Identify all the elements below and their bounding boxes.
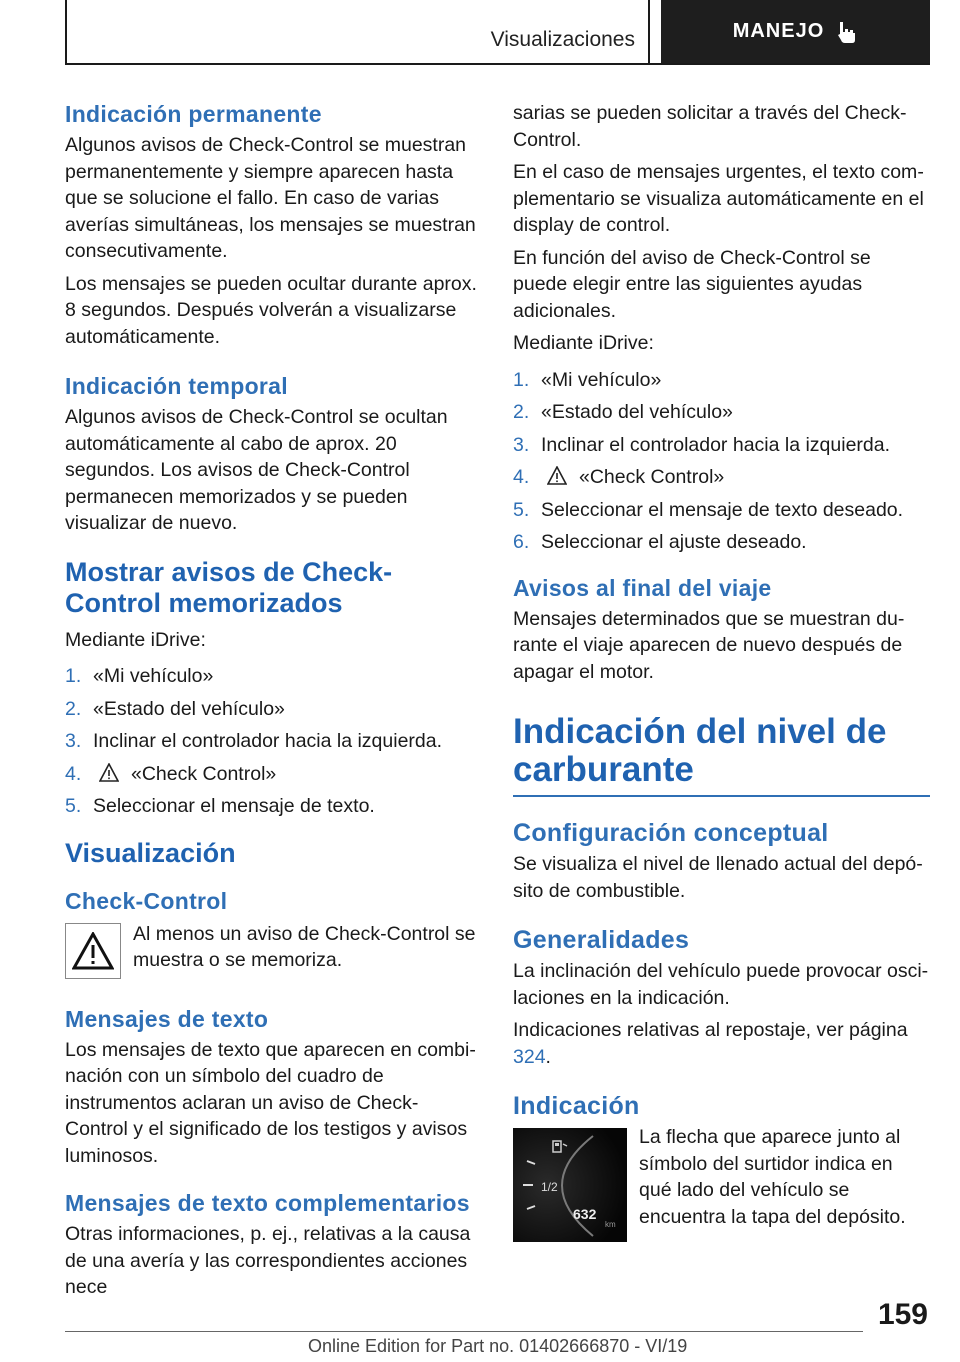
step-text: Inclinar el controlador hacia la izquierda. xyxy=(93,730,443,752)
step-number: 4. xyxy=(513,466,530,488)
header-left-tick xyxy=(65,0,67,65)
heading-visualization: Visualización xyxy=(65,837,236,868)
paragraph-idrive: Mediante iDrive: xyxy=(65,628,206,651)
heading-show-stored: Mostrar avisos de Check-Control memorizados xyxy=(65,556,393,618)
heading-general: Generalidades xyxy=(513,926,690,954)
step-text: «Estado del vehículo» xyxy=(93,697,285,720)
steps-list-right xyxy=(513,367,930,556)
gauge-range-value: 632 xyxy=(573,1206,597,1222)
step-number: 6. xyxy=(513,531,530,553)
paragraph-concept: Se visualiza el nivel de llenado actual del depósito de combustible. xyxy=(513,853,923,902)
paragraph-text: . xyxy=(545,1045,551,1068)
step-number: 2. xyxy=(513,401,530,423)
paragraph-temporal: Algunos avisos de Check-Control se ocultan automáticamente al cabo de aprox. 20 segundos. Los avisos de Check-Control permanecen memorizados y se pueden visualizar de nuevo. xyxy=(65,406,448,534)
warning-triangle-icon xyxy=(99,763,119,783)
footer-rule xyxy=(65,1331,863,1332)
list-item xyxy=(65,696,480,723)
paragraph-general-1: La inclinación del vehículo puede provocar oscilaciones en la indicación. xyxy=(513,960,929,1009)
paragraph-indication: La flecha que aparece junto al símbolo del surtidor indica en qué lado del vehículo se encuentra la tapa del depósito. xyxy=(639,1126,906,1228)
page-number: 159 xyxy=(877,1298,928,1331)
gauge-range-unit: km xyxy=(605,1220,616,1229)
list-item xyxy=(65,728,480,755)
paragraph-continued: sarias se pueden solicitar a través del Check-Control. xyxy=(513,102,907,151)
list-item xyxy=(65,663,480,690)
heading-concept: Configuración conceptual xyxy=(513,819,829,847)
step-number: 1. xyxy=(513,368,530,391)
heading-text-messages: Mensajes de texto xyxy=(65,1005,269,1032)
paragraph-end-of-trip: Mensajes determinados que se muestran durante el viaje aparecen de nuevo después de apagar el motor. xyxy=(513,607,905,683)
step-text: «Check Control» xyxy=(131,762,277,785)
heading-temporal: Indicación temporal xyxy=(65,373,288,399)
heading-complementary: Mensajes de texto complementarios xyxy=(65,1190,470,1216)
list-item xyxy=(513,367,930,394)
paragraph-text: Indicaciones relativas al repostaje, ver página xyxy=(513,1019,908,1041)
step-number: 3. xyxy=(65,730,82,752)
gauge-half-label: 1/2 xyxy=(541,1180,558,1194)
right-column xyxy=(513,100,930,1250)
paragraph-text-messages: Los mensajes de texto que aparecen en combinación con un símbolo del cuadro de instrumentos aclaran un aviso de Check-Control y el significado de los testigos y avisos luminosos. xyxy=(65,1038,476,1167)
heading-indication: Indicación xyxy=(513,1092,640,1120)
step-text: Inclinar el controlador hacia la izquierda. xyxy=(541,433,891,456)
step-text: «Mi vehículo» xyxy=(93,665,214,687)
page-reference-link[interactable]: 324 xyxy=(513,1045,546,1068)
list-item xyxy=(513,497,930,524)
heading-end-of-trip: Avisos al final del viaje xyxy=(513,574,772,601)
chapter-tab[interactable] xyxy=(661,0,930,63)
chapter-title: MANEJO xyxy=(732,20,825,42)
step-text: Seleccionar el ajuste deseado. xyxy=(541,531,807,553)
list-item xyxy=(65,761,480,788)
warning-triangle-icon xyxy=(547,466,567,486)
footer-edition: Online Edition for Part no. 01402666870 - VI/19 xyxy=(308,1336,688,1356)
paragraph-general-2 xyxy=(513,1017,930,1070)
step-number: 4. xyxy=(65,762,82,785)
paragraph-check-control: Al menos un aviso de Check-Control se muestra o se memoriza. xyxy=(133,922,476,971)
list-item xyxy=(65,793,480,820)
list-item xyxy=(513,432,930,459)
paragraph-permanent-2: Los mensajes se pueden ocultar durante aprox. 8 segundos. Después volverán a visualizarse automáticamente. xyxy=(65,272,477,348)
fuel-gauge-image xyxy=(513,1128,627,1242)
paragraph-complementary: Otras informaciones, p. ej., relativas a la causa de una avería y las correspondientes acciones nece xyxy=(65,1223,471,1298)
paragraph-permanent-1: Algunos avisos de Check-Control se muestran permanentemente y siempre aparecen hasta que se solucione el fallo. En caso de varias averías simultáneas, los mensajes se muestran consecutivamente. xyxy=(65,134,476,262)
step-number: 3. xyxy=(513,433,530,456)
step-number: 5. xyxy=(65,795,82,817)
step-number: 5. xyxy=(513,498,530,521)
step-text: «Estado del vehículo» xyxy=(541,401,733,423)
heading-check-control: Check-Control xyxy=(65,887,228,914)
hand-pointer-icon xyxy=(836,20,858,44)
header-rule xyxy=(65,63,930,65)
paragraph-function: En función del aviso de Check-Control se puede elegir entre las siguientes ayudas adicionales. xyxy=(513,246,871,322)
heading-permanent: Indicación permanente xyxy=(65,101,322,127)
step-text: «Check Control» xyxy=(579,466,725,488)
list-item xyxy=(513,529,930,556)
warning-symbol-box xyxy=(65,923,121,979)
step-text: Seleccionar el mensaje de texto. xyxy=(93,795,375,817)
header-separator xyxy=(648,0,650,65)
step-number: 1. xyxy=(65,665,82,687)
list-item xyxy=(513,464,930,491)
steps-list-left xyxy=(65,663,480,820)
left-column xyxy=(65,100,480,1307)
step-number: 2. xyxy=(65,697,82,720)
heading-fuel-level: Indicación del nivel de carburante xyxy=(513,712,887,789)
step-text: «Mi vehículo» xyxy=(541,368,662,391)
heading-rule xyxy=(513,795,930,797)
warning-triangle-icon xyxy=(72,932,114,970)
section-title: Visualizaciones xyxy=(490,28,635,51)
paragraph-idrive: Mediante iDrive: xyxy=(513,332,654,354)
paragraph-urgent: En el caso de mensajes urgentes, el texto complementario se visualiza automáticamente en el display de control. xyxy=(513,161,924,236)
step-text: Seleccionar el mensaje de texto deseado. xyxy=(541,498,904,521)
list-item xyxy=(513,399,930,426)
